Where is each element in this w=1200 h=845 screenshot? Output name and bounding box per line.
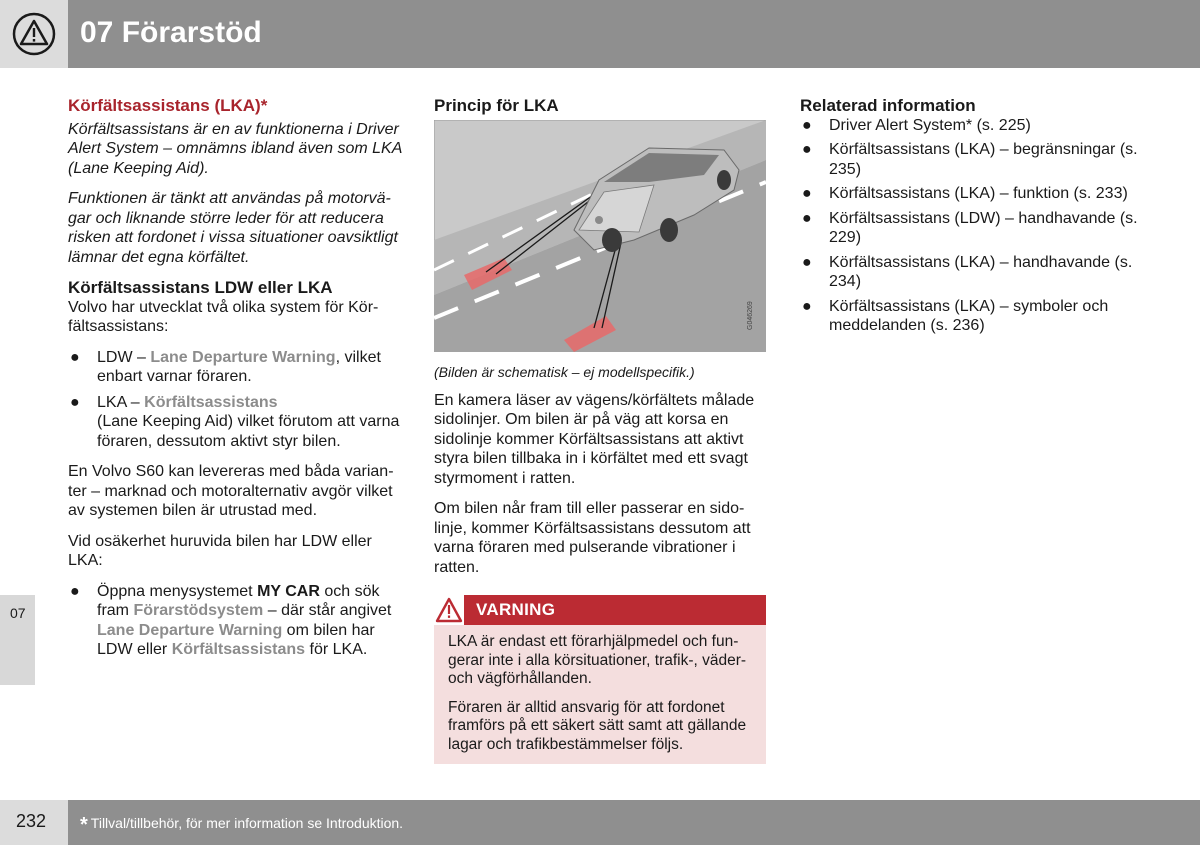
lka-illustration — [434, 120, 766, 352]
warning-triangle-icon — [12, 12, 56, 56]
bullet-icon: ● — [802, 253, 812, 271]
bullet-icon: ● — [802, 141, 812, 158]
warning-paragraph-2: Föraren är alltid ansvarig för att fordonet framförs på ett säkert sätt samt att gällande lagar och trafikbestämmelser följs. — [448, 698, 747, 753]
menu-text-2: – där står angivet — [263, 602, 392, 619]
chapter-title: 07 Förarstöd — [80, 16, 262, 49]
bullet-icon: ● — [802, 209, 812, 227]
related-item-text: Körfältsassistans (LKA) – funktion (s. 233) — [829, 185, 1128, 202]
column-middle — [434, 96, 766, 764]
warning-label: VARNING — [476, 600, 556, 619]
column-right — [800, 96, 1140, 347]
menu-list — [68, 582, 404, 660]
lka-suffix: (Lane Keeping Aid) vilket förutom att varna föraren, dessutom aktivt styr bilen. — [97, 413, 400, 450]
chapter-side-tab — [0, 595, 35, 685]
warning-paragraph-1: LKA är endast ett förarhjälpmedel och fungerar inte i alla körsituationer, trafik-, väder- och vägförhållanden. — [448, 633, 747, 687]
variants-paragraph: En Volvo S60 kan levereras med båda varianter – marknad och motoralternativ avgör vilket av systemen bilen är utrustad med. — [68, 463, 394, 519]
list-item-lka — [68, 393, 404, 452]
lka-prefix: LKA – — [97, 393, 145, 411]
lane-departure-link[interactable]: Lane Departure Warning — [97, 621, 283, 639]
camera-paragraph: En kamera läser av vägens/körfältets målade sidolinjer. Om bilen är på väg att korsa en sidolinje kommer Körfältsassistans att aktivt styra bilen tillbaka in i körfältet med ett svagt styrmoment i ratten. — [434, 391, 755, 487]
footnote — [80, 814, 403, 837]
related-item[interactable] — [800, 116, 1140, 136]
menu-suffix: för LKA. — [305, 641, 368, 658]
footnote-text: Tillval/tillbehör, för mer information se Introduktion. — [90, 815, 404, 831]
related-item[interactable] — [800, 209, 1140, 248]
side-tab-label: 07 — [10, 605, 26, 621]
bullet-icon: ● — [70, 582, 80, 600]
menu-text-3: om bilen har LDW eller — [97, 621, 375, 658]
related-item-text: Körfältsassistans (LKA) – symboler och meddelanden (s. 236) — [829, 297, 1109, 334]
section-title: Körfältsassistans (LKA)* — [68, 96, 268, 115]
page-number: 232 — [16, 811, 47, 831]
ldw-suffix: , vilket enbart varnar föraren. — [97, 348, 381, 385]
lka-link[interactable]: Körfältsassistans — [144, 393, 278, 411]
bullet-icon: ● — [802, 185, 812, 202]
systems-paragraph: Volvo har utvecklat två olika system för Körfältsassistans: — [68, 298, 379, 335]
bullet-icon: ● — [70, 348, 80, 366]
related-item[interactable] — [800, 184, 1140, 204]
page-header — [0, 0, 1200, 68]
related-item-text: Körfältsassistans (LKA) – handhavande (s. 234) — [829, 253, 1133, 290]
related-info-heading: Relaterad information — [800, 96, 976, 115]
subheading-ldw-lka: Körfältsassistans LDW eller LKA — [68, 278, 333, 297]
related-item[interactable] — [800, 297, 1140, 336]
warning-header — [434, 595, 766, 625]
my-car-label: MY CAR — [257, 582, 320, 600]
list-item-ldw — [68, 348, 404, 387]
related-item-text: Körfältsassistans (LDW) – handhavande (s. 229) — [829, 209, 1138, 246]
intro-paragraph-2: Funktionen är tänkt att användas på motorvägar och liknande större leder för att reducera risken att fordonet i vissa situationer oavsiktligt lämnar det egna körfältet. — [68, 190, 398, 266]
page-number-box — [0, 800, 68, 845]
warning-box — [434, 595, 766, 764]
ldw-link[interactable]: Lane Departure Warning — [150, 348, 336, 366]
page-footer — [0, 800, 1200, 845]
intro-paragraph-1: Körfältsassistans är en av funktionerna i Driver Alert System – omnämns ibland även som LKA (Lane Keeping Aid). — [68, 120, 402, 177]
korfaltsassistans-link[interactable]: Körfältsassistans — [171, 641, 306, 658]
principle-heading: Princip för LKA — [434, 96, 559, 115]
systems-list — [68, 348, 404, 452]
menu-text-1: och sök fram — [97, 582, 380, 619]
bullet-icon: ● — [802, 297, 812, 315]
related-item[interactable] — [800, 253, 1140, 292]
column-left — [68, 96, 404, 671]
warning-icon-box — [0, 0, 68, 68]
ldw-prefix: LDW – — [97, 348, 151, 366]
vibration-paragraph: Om bilen når fram till eller passerar en sidolinje, kommer Körfältsassistans dessutom att varna föraren med pulserande vibrationer i ratten. — [434, 500, 751, 576]
list-item-menu — [68, 582, 404, 660]
related-item[interactable] — [800, 140, 1140, 179]
forarstodsystem-link[interactable]: Förarstödsystem — [133, 602, 264, 619]
warning-triangle-icon — [434, 595, 464, 625]
related-item-text: Körfältsassistans (LKA) – begränsningar (s. 235) — [829, 141, 1138, 178]
bullet-icon: ● — [70, 393, 80, 411]
figure-code: G046269 — [747, 300, 754, 330]
related-item-text: Driver Alert System* (s. 225) — [829, 116, 1031, 134]
related-list — [800, 116, 1140, 336]
uncertainty-paragraph: Vid osäkerhet huruvida bilen har LDW eller LKA: — [68, 532, 372, 569]
menu-prefix: Öppna menysystemet — [97, 582, 258, 600]
asterisk-icon: * — [80, 814, 88, 836]
figure-caption: (Bilden är schematisk – ej modellspecifik.) — [434, 364, 695, 380]
bullet-icon: ● — [802, 116, 812, 134]
warning-body — [434, 625, 766, 764]
